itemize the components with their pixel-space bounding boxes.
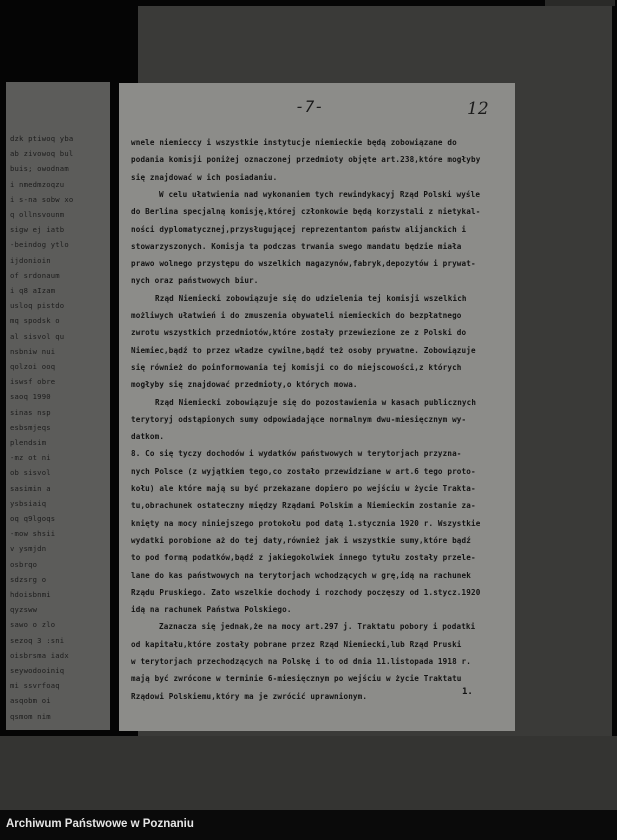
previous-page-text-line: oisbrsma iadx <box>10 650 69 660</box>
document-text-line: Niemiec,bądź to przez władze cywilne,bądź też osoby prywatne. Zobowiązuje <box>131 345 476 355</box>
previous-page-text-line: ab zivowoq bul <box>10 149 74 159</box>
document-text-line: podania komisji poniżej oznaczonej przedmioty objęte art.238,które mogłyby <box>131 155 481 165</box>
handwritten-page-number: 12 <box>467 99 489 119</box>
previous-page-text-line: seywodooiniq <box>10 666 65 675</box>
previous-page-text-line: ysbsiaiq <box>10 498 47 508</box>
previous-page-text-line: i q8 aIzam <box>10 286 56 295</box>
document-text-line: terytoryj odstąpionych sumy odpowiadające normalnym dwu-miesięcznym wy- <box>131 414 467 424</box>
previous-page-text-line: asqobm oi <box>10 696 51 706</box>
previous-page-text-line: buis; owodnam <box>10 164 69 174</box>
document-text-line: Rząd Niemiecki zobowiązuje się do udzielenia tej komisji wszelkich <box>155 293 467 303</box>
previous-page-text-line: -mz ot ni <box>10 453 51 463</box>
previous-page-text-line: saoq 1990 <box>10 392 51 402</box>
document-text-line: wnele niemieccy i wszystkie instytucje niemieckie będą zobowiązane do <box>131 138 457 147</box>
previous-page-text-line: al sisvol qu <box>10 331 65 341</box>
document-text-line: mają być zwrócone w terminie 6-miesięcznym po wejściu w życie Traktatu <box>131 674 462 684</box>
previous-page-text-line: mq spodsk o <box>10 316 60 326</box>
previous-page-text-line: nsbniw nui <box>10 346 56 356</box>
document-text-line: się również do poinformowania tej komisji co do miejscowości,z których <box>131 362 462 372</box>
previous-page-text-line: qyzsww <box>10 605 38 615</box>
previous-page-text-line: dzk ptiwoq yba <box>10 134 74 143</box>
previous-page-text-line: oq q9lgoqs <box>10 514 56 523</box>
previous-page-text-line: v ysmjdn <box>10 544 47 554</box>
document-text-line: wydatki porobione aż do tej daty,również jak i wszystkie sumy,które bądź <box>131 535 471 545</box>
page-marker: -7- <box>295 97 324 116</box>
document-text-line: Rządowi Polskiemu,który ma je zwrócić uprawnionym. <box>131 691 368 701</box>
previous-page-text-line: of srdonaum <box>10 270 60 280</box>
document-text-line: tu,obrachunek ostateczny między Rządami Polskim a Niemieckim zostanie za- <box>131 501 476 511</box>
scan-edge-strip <box>545 0 615 6</box>
previous-page-text-line: qsmom nim <box>10 711 51 721</box>
previous-page-text-line: plendsim <box>10 438 47 447</box>
document-text-line: możliwych ułatwień i do zmuszenia obywateli niemieckich do bezpłatnego <box>131 311 462 320</box>
previous-page-text-line: i nmedmzoqzu <box>10 179 65 189</box>
previous-page-text-line: usloq pistdo <box>10 301 65 311</box>
document-text-line: nych oraz państwowych biur. <box>131 276 259 286</box>
previous-page-text-line: ob sisvol <box>10 468 51 478</box>
document-text-line: od kapitału,które zostały pobrane przez Rząd Niemiecki,lub Rząd Pruski <box>131 639 462 649</box>
document-text-line: prawo wolnego przystępu do wszelkich magazynów,fabryk,depozytów i prywat- <box>131 259 476 269</box>
footer-bar <box>0 810 617 840</box>
previous-page-text-line: qolzoi ooq <box>10 362 56 371</box>
document-text-line: w terytorjach przechodzących na Polskę i to od dnia 11.listopada 1918 r. <box>131 657 471 666</box>
scan-board-bottom <box>0 736 617 810</box>
document-text-line: lane do kas państwowych na terytorjach wchodzących w grę,idą na rachunek <box>131 570 471 580</box>
previous-page-text-line: hdoisbnmi <box>10 590 51 599</box>
document-text-line: do Berlina specjalną komisję,której członkowie będą korzystali z nietykal- <box>131 207 481 217</box>
previous-page-text-line: -mow shsii <box>10 529 56 539</box>
archive-label: Archiwum Państwowe w Poznaniu <box>6 818 194 830</box>
document-page <box>119 83 515 731</box>
document-text-line: nych Polsce (z wyjątkiem tego,co zostało przewidziane w art.6 tego proto- <box>131 466 476 476</box>
previous-page-text-line: i s-na sobw xo <box>10 194 74 204</box>
previous-page-text-line: esbsmjeqs <box>10 422 51 432</box>
previous-page-text-line: sdzsrg o <box>10 574 47 584</box>
document-text-line: datkom. <box>131 432 165 442</box>
document-text-line: mogłyby się znajdować przedmioty,o których mowa. <box>131 380 358 390</box>
closing-mark: 1. <box>462 687 473 697</box>
previous-page-text-line: osbrqo <box>10 559 38 569</box>
previous-page-text-line: mi ssvrfoaq <box>10 681 60 691</box>
document-text-line: to pod formą podatków,bądź z jakiegokolwiek innego tytułu zostały przele- <box>131 553 476 563</box>
document-text-line: kołu) ale które mają su być przekazane dopiero po wejściu w życie Trakta- <box>131 484 476 493</box>
document-text-line: W celu ułatwienia nad wykonaniem tych rewindykacyj Rząd Polski wyśle <box>159 189 481 199</box>
previous-page-text-line: -beindog ytlo <box>10 240 69 250</box>
document-text-line: idą na rachunek Państwa Polskiego. <box>131 605 292 615</box>
document-text-line: 8. Co się tyczy dochodów i wydatków państwowych w terytorjach przyzna- <box>131 449 462 459</box>
document-text-line: knięty na mocy niniejszego protokołu pod datą 1.stycznia 1920 r. Wszystkie <box>131 518 481 528</box>
previous-page-text-line: sigw ej iatb <box>10 225 65 235</box>
previous-page-text-line: q ollnsvounm <box>10 210 65 219</box>
document-text-line: się znajdować w ich posiadaniu. <box>131 172 278 182</box>
previous-page-text-line: ijdonioin <box>10 255 51 265</box>
previous-page-text-line: sawo o zlo <box>10 620 56 630</box>
previous-page-fragment <box>6 82 110 730</box>
previous-page-text-line: sezoq 3 :sni <box>10 635 65 645</box>
previous-page-text-line: sasimin a <box>10 483 51 493</box>
document-text-line: ności dyplomatycznej,przysługującej reprezentantom państw alijanckich i <box>131 224 467 234</box>
previous-page-text-line: sinas nsp <box>10 407 51 417</box>
document-text-line: zwrotu wszystkich przedmiotów,które zostały przewiezione ze z Polski do <box>131 328 467 338</box>
document-text-line: stowarzyszonych. Komisja ta podczas trwania swego mandatu będzie miała <box>131 241 462 251</box>
document-text-line: Rządu Pruskiego. Zato wszelkie dochody i rozchody poczęszy od 1.stycz.1920 <box>131 587 481 597</box>
document-text-line: Zaznacza się jednak,że na mocy art.297 j. Traktatu pobory i podatki <box>159 622 476 632</box>
previous-page-text-line: iswsf obre <box>10 377 56 387</box>
document-text-line: Rząd Niemiecki zobowiązuje się do pozostawienia w kasach publicznych <box>155 397 477 407</box>
